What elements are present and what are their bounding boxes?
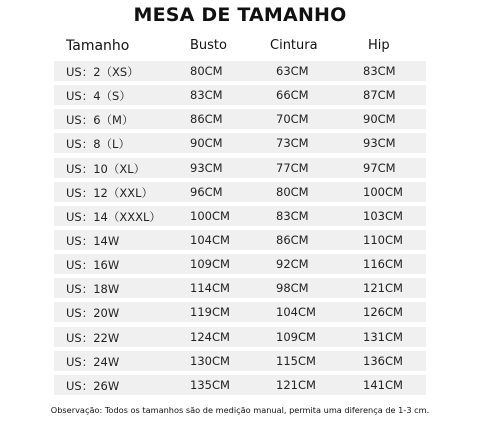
cell-hip: 87CM [363, 88, 396, 103]
cell-hip: 103CM [363, 208, 403, 223]
table-row [54, 206, 426, 226]
table-header [0, 38, 480, 58]
cell-size: US：18W [66, 282, 120, 297]
cell-waist: 98CM [276, 281, 309, 296]
size-table-body [54, 61, 426, 399]
cell-hip: 90CM [363, 112, 396, 127]
cell-hip: 131CM [363, 329, 403, 344]
cell-waist: 70CM [276, 112, 309, 127]
table-row [54, 254, 426, 274]
cell-waist: 115CM [276, 353, 316, 368]
cell-bust: 119CM [190, 305, 230, 320]
measurement-note: Observação: Todos os tamanhos são de medição manual, permita uma diferença de 1-3 cm. [50, 405, 430, 415]
cell-bust: 93CM [190, 160, 223, 175]
table-row [54, 302, 426, 322]
cell-waist: 80CM [276, 184, 309, 199]
cell-bust: 124CM [190, 329, 230, 344]
cell-waist: 104CM [276, 305, 316, 320]
cell-hip: 110CM [363, 232, 403, 247]
cell-bust: 104CM [190, 232, 230, 247]
cell-bust: 135CM [190, 377, 230, 392]
cell-hip: 93CM [363, 136, 396, 151]
cell-hip: 136CM [363, 353, 403, 368]
cell-waist: 66CM [276, 88, 309, 103]
cell-hip: 141CM [363, 377, 403, 392]
cell-size: US：6（M） [66, 113, 134, 128]
table-row [54, 327, 426, 347]
table-row [54, 109, 426, 129]
cell-bust: 86CM [190, 112, 223, 127]
cell-size: US：22W [66, 330, 120, 345]
cell-size: US：4（S） [66, 89, 131, 104]
cell-size: US：20W [66, 306, 120, 321]
cell-size: US：12（XXL） [66, 185, 154, 200]
cell-waist: 77CM [276, 160, 309, 175]
cell-size: US：16W [66, 258, 120, 273]
cell-bust: 100CM [190, 208, 230, 223]
table-row [54, 230, 426, 250]
cell-bust: 90CM [190, 136, 223, 151]
cell-hip: 100CM [363, 184, 403, 199]
cell-waist: 63CM [276, 64, 309, 78]
cell-waist: 86CM [276, 232, 309, 247]
cell-hip: 116CM [363, 257, 403, 272]
cell-bust: 96CM [190, 184, 223, 199]
column-header-size: Tamanho [66, 38, 130, 54]
table-row [54, 133, 426, 153]
table-row [54, 278, 426, 298]
cell-bust: 80CM [190, 64, 223, 78]
column-header-hip: Hip [368, 38, 390, 53]
cell-bust: 130CM [190, 353, 230, 368]
table-row [54, 85, 426, 105]
cell-waist: 83CM [276, 208, 309, 223]
table-row [54, 375, 426, 395]
table-row [54, 182, 426, 202]
table-row [54, 61, 426, 81]
cell-waist: 121CM [276, 377, 316, 392]
column-header-waist: Cintura [270, 38, 318, 53]
cell-size: US：2（XS） [66, 65, 139, 79]
cell-bust: 114CM [190, 281, 230, 296]
table-row [54, 351, 426, 371]
cell-hip: 121CM [363, 281, 403, 296]
cell-hip: 126CM [363, 305, 403, 320]
cell-size: US：14（XXXL） [66, 209, 161, 224]
cell-waist: 109CM [276, 329, 316, 344]
cell-size: US：10（XL） [66, 161, 146, 176]
cell-size: US：14W [66, 233, 120, 248]
cell-bust: 109CM [190, 257, 230, 272]
table-row [54, 158, 426, 178]
page-title: MESA DE TAMANHO [133, 4, 347, 26]
cell-waist: 73CM [276, 136, 309, 151]
cell-bust: 83CM [190, 88, 223, 103]
cell-size: US：26W [66, 378, 120, 393]
column-header-bust: Busto [190, 38, 227, 53]
cell-size: US：8（L） [66, 137, 130, 152]
cell-waist: 92CM [276, 257, 309, 272]
cell-size: US：24W [66, 354, 120, 369]
cell-hip: 83CM [363, 64, 396, 78]
cell-hip: 97CM [363, 160, 396, 175]
